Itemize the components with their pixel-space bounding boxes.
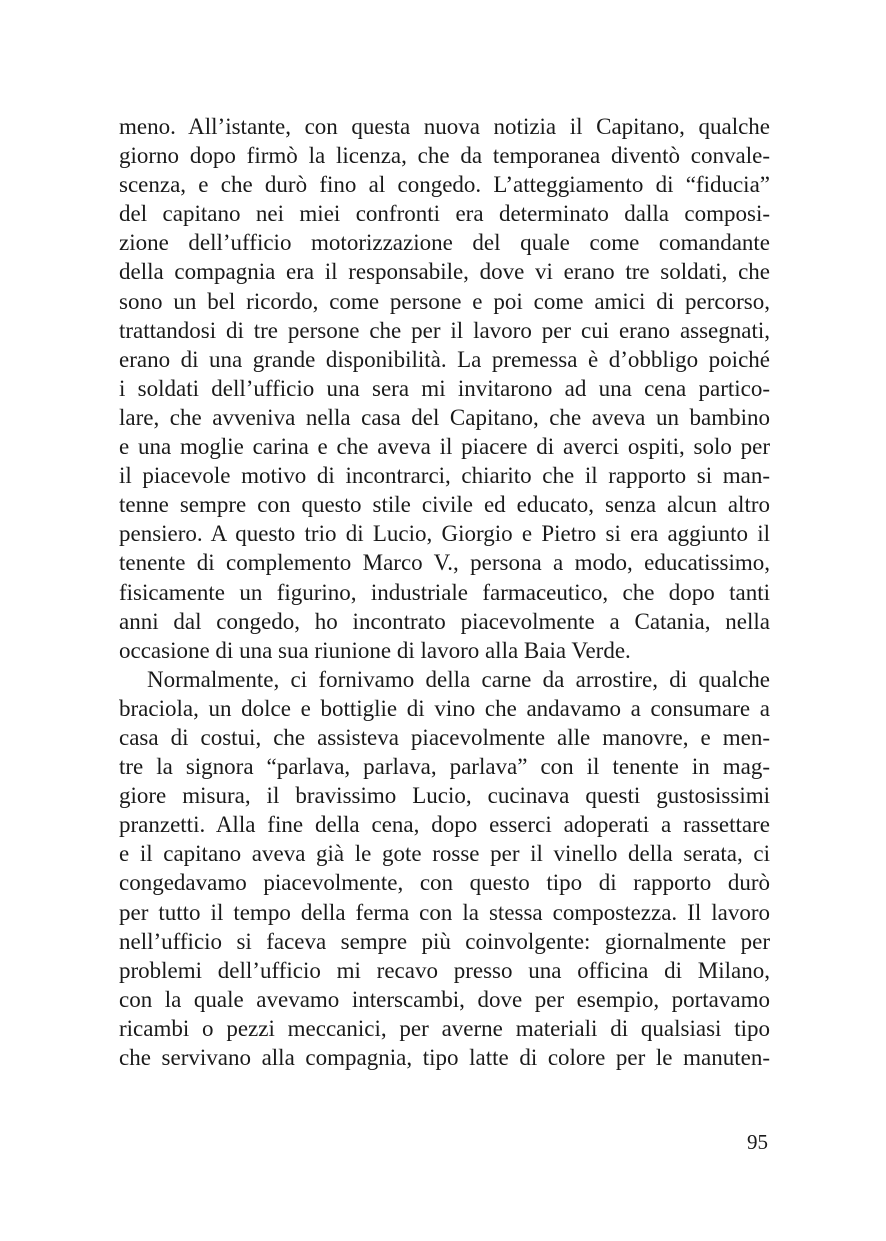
- text-line: e una moglie carina e che aveva il piacere di averci ospiti, solo per: [119, 434, 770, 460]
- text-line: che servivano alla compagnia, tipo latte di colore per le manuten-: [119, 1045, 770, 1070]
- page-number: 95: [747, 1130, 768, 1154]
- text-line: casa di costui, che assisteva piacevolmente alle manovre, e men-: [119, 724, 770, 750]
- text-line: erano di una grande disponibilità. La premessa è d’obbligo poiché: [119, 346, 770, 372]
- text-line: zione dell’ufficio motorizzazione del quale come comandante: [119, 230, 770, 256]
- text-line: tre la signora “parlava, parlava, parlava” con il tenente in mag-: [119, 754, 770, 780]
- text-line: pranzetti. Alla fine della cena, dopo esserci adoperati a rassettare: [119, 812, 770, 838]
- text-line: Normalmente, ci fornivamo della carne da arrostire, di qualche: [147, 666, 770, 692]
- text-line: giore misura, il bravissimo Lucio, cucinava questi gustosissimi: [119, 783, 770, 809]
- text-line: nell’ufficio si faceva sempre più coinvolgente: giornalmente per: [119, 928, 770, 954]
- text-line: del capitano nei miei confronti era determinato dalla composi-: [119, 201, 770, 227]
- text-line: della compagnia era il responsabile, dove vi erano tre soldati, che: [119, 259, 770, 285]
- text-line: anni dal congedo, ho incontrato piacevolmente a Catania, nella: [119, 608, 770, 634]
- paragraph: [119, 665, 770, 1072]
- text-line: fisicamente un figurino, industriale farmaceutico, che dopo tanti: [119, 579, 770, 605]
- text-line: il piacevole motivo di incontrarci, chiarito che il rapporto si man-: [119, 463, 770, 489]
- text-line: con la quale avevamo interscambi, dove per esempio, portavamo: [119, 986, 770, 1012]
- text-line: tenne sempre con questo stile civile ed educato, senza alcun altro: [119, 492, 770, 518]
- text-line: e il capitano aveva già le gote rosse per il vinello della serata, ci: [119, 841, 770, 867]
- text-line: problemi dell’ufficio mi recavo presso una officina di Milano,: [119, 957, 770, 983]
- text-line: i soldati dell’ufficio una sera mi invitarono ad una cena partico-: [119, 375, 770, 401]
- text-line: braciola, un dolce e bottiglie di vino che andavamo a consumare a: [119, 695, 770, 721]
- text-line: giorno dopo firmò la licenza, che da temporanea diventò convale-: [119, 143, 770, 169]
- text-line: meno. All’istante, con questa nuova notizia il Capitano, qualche: [119, 114, 770, 139]
- text-line: occasione di una sua riunione di lavoro alla Baia Verde.: [119, 637, 631, 663]
- text-line: lare, che avveniva nella casa del Capitano, che aveva un bambino: [119, 404, 770, 430]
- text-line: trattandosi di tre persone che per il lavoro per cui erano assegnati,: [119, 317, 770, 343]
- text-line: congedavamo piacevolmente, con questo tipo di rapporto durò: [119, 870, 770, 896]
- text-line: ricambi o pezzi meccanici, per averne materiali di qualsiasi tipo: [119, 1015, 770, 1041]
- text-line: pensiero. A questo trio di Lucio, Giorgio e Pietro si era aggiunto il: [119, 521, 770, 547]
- body-text: [119, 112, 770, 1072]
- text-line: tenente di complemento Marco V., persona a modo, educatissimo,: [119, 550, 770, 576]
- text-line: sono un bel ricordo, come persone e poi come amici di percorso,: [119, 288, 770, 314]
- text-line: per tutto il tempo della ferma con la stessa compostezza. Il lavoro: [119, 899, 770, 925]
- paragraph: [119, 112, 770, 665]
- text-line: scenza, e che durò fino al congedo. L’atteggiamento di “fiducia”: [119, 172, 770, 198]
